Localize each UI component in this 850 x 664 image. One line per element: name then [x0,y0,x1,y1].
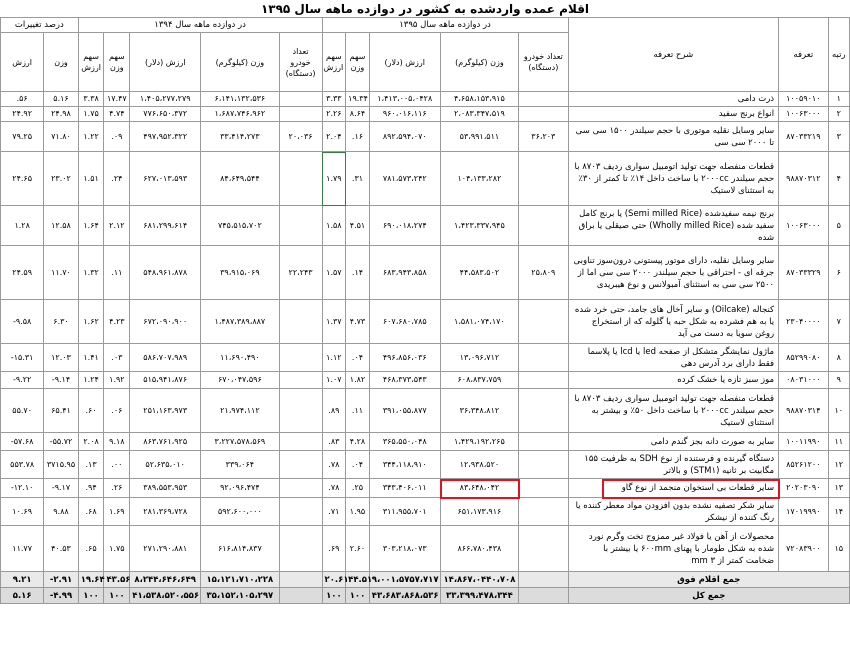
tariff-cell[interactable]: ۱۰۰۶۳۰۰۰ [779,206,828,246]
vehicles-1395-cell[interactable] [519,498,568,526]
vehicles-1394-cell[interactable] [279,152,322,206]
share-value-1394-cell[interactable]: ۱.۲۴ [78,372,104,389]
share-weight-1395-cell[interactable]: .۱۴ [346,246,370,300]
change-weight-cell[interactable]: -۹.۱۴ [44,372,78,389]
change-weight-cell[interactable]: -۹.۱۷ [44,479,78,498]
total-sv95-cell[interactable]: ۱۰۰ [322,588,346,604]
share-weight-1395-cell[interactable]: .۲۵ [346,479,370,498]
table-row [1,206,850,246]
weight-1394-cell[interactable]: ۶،۱۴۱،۱۳۲،۵۳۶ [201,92,279,107]
rank-cell[interactable]: ۸ [828,344,849,372]
total-sw94-cell[interactable]: ۴۳.۵۶ [104,572,130,588]
rank-cell[interactable]: ۴ [828,152,849,206]
header-rank: رتبه [828,18,849,92]
share-weight-1395-cell[interactable]: .۰۴ [346,451,370,479]
share-weight-1395-cell[interactable]: ۴.۵۱ [346,206,370,246]
share-value-1394-cell[interactable]: ۱.۵۱ [78,152,104,206]
change-value-cell[interactable]: -۵۷.۶۸ [1,433,44,451]
weight-1394-cell[interactable]: ۲۱،۹۷۴،۱۱۲ [201,389,279,433]
weight-1395-cell[interactable]: ۳۶،۳۴۸،۸۱۲ [440,389,518,433]
vehicles-1395-cell[interactable]: ۲۵،۸۰۹ [519,246,568,300]
share-value-1395-cell[interactable]: ۱.۰۷ [322,372,346,389]
vehicles-1395-cell[interactable] [519,433,568,451]
share-weight-1395-cell[interactable]: ۴.۷۳ [346,300,370,344]
value-1394-cell[interactable]: ۷۷۶،۶۵۰،۳۷۲ [130,107,201,122]
vehicles-1394-cell[interactable] [279,433,322,451]
share-weight-1395-cell[interactable]: .۳۱ [346,152,370,206]
total-w94-cell[interactable]: ۳۵،۱۵۲،۱۰۵،۲۹۷ [201,588,279,604]
vehicles-1395-cell[interactable] [519,526,568,572]
share-weight-1394-cell[interactable]: .۰۹ [104,122,130,152]
weight-1395-cell[interactable]: ۱،۵۸۱،۰۷۴،۱۷۰ [440,300,518,344]
weight-1394-cell[interactable]: ۹۲،۰۹۶،۴۷۴ [201,479,279,498]
table-row [1,300,850,344]
change-value-cell[interactable]: ۱.۲۸ [1,206,44,246]
total-d94-cell[interactable]: ۴۱،۵۳۸،۵۲۰،۵۵۶ [130,588,201,604]
header-change: درصد تغییرات [1,18,79,33]
description-cell[interactable]: سایر وسایل نقلیه موتوری با حجم سیلندر ۱۵۰۰ سی سی تا ۲۰۰۰ سی سی [568,122,779,152]
table-row [1,92,850,107]
vehicles-1394-cell[interactable] [279,300,322,344]
change-value-cell[interactable]: -۱۵.۳۱ [1,344,44,372]
share-weight-1394-cell[interactable]: .۰۶ [104,389,130,433]
share-weight-1394-cell[interactable]: ۱.۶۹ [104,498,130,526]
table-row [1,122,850,152]
share-value-1394-cell[interactable]: .۹۴ [78,479,104,498]
weight-1395-cell[interactable]: ۶۰۸،۸۳۷،۷۵۹ [440,372,518,389]
rank-cell[interactable]: ۱۵ [828,526,849,572]
table-row [1,433,850,451]
total-row [1,588,850,604]
total-w94-cell[interactable]: ۱۵،۱۲۱،۷۱۰،۲۲۸ [201,572,279,588]
change-value-cell[interactable]: ۲۴.۵۹ [1,246,44,300]
tariff-cell[interactable]: ۹۸۸۷۰۳۱۴ [779,389,828,433]
total-sv94-cell[interactable]: ۱۰۰ [78,588,104,604]
share-weight-1394-cell[interactable]: ۴.۷۴ [104,107,130,122]
total-cw-cell[interactable]: -۲.۹۱ [44,572,78,588]
tariff-cell[interactable]: ۱۷۰۱۹۹۹۰ [779,498,828,526]
value-1395-cell[interactable]: ۶۰۷،۶۸۰،۷۸۵ [369,300,440,344]
change-value-cell[interactable]: ۱۰.۶۹ [1,498,44,526]
header-share-weight-1394: سهم وزن [104,33,130,92]
share-value-1395-cell[interactable]: ۱.۵۷ [322,246,346,300]
description-cell[interactable]: برنج نیمه سفید‌شده (Semi milled Rice) یا برنج کامل سفید شده (Wholly milled Rice) حتی صیقلی یا براق شده [568,206,779,246]
table-row [1,389,850,433]
total-sv94-cell[interactable]: ۱۹.۶۴ [78,572,104,588]
share-weight-1395-cell[interactable]: .۱۶ [346,122,370,152]
vehicles-1395-cell[interactable] [519,92,568,107]
value-1394-cell[interactable]: ۶۷۲،۰۹۰،۹۰۰ [130,300,201,344]
change-value-cell[interactable]: -۹.۵۸ [1,300,44,344]
header-weight-1395: وزن (کیلوگرم) [440,33,518,92]
description-cell[interactable]: قطعات منفصله جهت تولید اتومبیل سواری ردیف ۸۷۰۳ با حجم سیلندر ۲۰۰۰cc با ساخت داخل ۵۰٪ و بیشتر به استثنای لاستیک [568,389,779,433]
header-share-value-1395: سهم ارزش [322,33,346,92]
header-description: شرح تعرفه [568,18,779,92]
header-change-value: ارزش [1,33,44,92]
value-1394-cell[interactable]: ۳۸۹،۵۵۳،۹۵۳ [130,479,201,498]
value-1395-cell[interactable]: ۷۸۱،۵۷۳،۲۴۲ [369,152,440,206]
share-weight-1394-cell[interactable]: .۱۱ [104,246,130,300]
rank-cell[interactable]: ۱۳ [828,479,849,498]
total-sw95-cell[interactable]: ۱۰۰ [346,588,370,604]
total-d95-cell[interactable]: ۴۳،۶۸۳،۸۶۸،۵۳۶ [369,588,440,604]
share-weight-1394-cell[interactable]: .۲۴ [104,152,130,206]
share-weight-1394-cell[interactable]: .۰۳ [104,344,130,372]
header-period-1394: در دوازده ماهه سال ۱۳۹۴ [78,18,322,33]
weight-1394-cell[interactable]: ۶۱۶،۸۱۴،۸۳۷ [201,526,279,572]
vehicles-1394-cell[interactable]: ۲۲،۲۴۳ [279,246,322,300]
share-weight-1394-cell[interactable]: .۲۶ [104,479,130,498]
share-weight-1395-cell[interactable]: ۱.۸۲ [346,372,370,389]
share-value-1394-cell[interactable]: .۶۰ [78,389,104,433]
description-cell[interactable]: سایر شکر تصفیه نشده بدون افزودن مواد معطر کننده یا رنگ کننده از نیشکر [568,498,779,526]
weight-1395-cell[interactable]: ۱۰۴،۱۳۳،۲۸۲ [440,152,518,206]
value-1395-cell[interactable]: ۶۹۰،۰۱۸،۲۷۴ [369,206,440,246]
weight-1394-cell[interactable]: ۶۷۰،۰۴۷،۵۹۶ [201,372,279,389]
vehicles-1394-cell[interactable] [279,206,322,246]
rank-cell[interactable]: ۱۱ [828,433,849,451]
value-1394-cell[interactable]: ۲۸۱،۳۶۹،۷۲۸ [130,498,201,526]
header-value-1395: ارزش (دلار) [369,33,440,92]
tariff-cell[interactable]: ۹۸۸۷۰۳۱۲ [779,152,828,206]
weight-1394-cell[interactable]: ۸۴،۶۴۹،۵۴۴ [201,152,279,206]
tariff-cell[interactable]: ۱۰۰۶۳۰۰۰ [779,107,828,122]
share-value-1395-cell[interactable]: .۶۹ [322,526,346,572]
value-1395-cell[interactable]: ۹۶۰،۰۱۶،۱۱۶ [369,107,440,122]
change-weight-cell[interactable]: ۶.۳۰ [44,300,78,344]
table-row [1,344,850,372]
tariff-cell[interactable]: ۱۰۰۱۱۹۹۰ [779,433,828,451]
share-value-1395-cell[interactable]: ۲.۲۶ [322,107,346,122]
tariff-cell[interactable]: ۰۸۰۳۱۰۰۰ [779,372,828,389]
description-cell[interactable]: کنجاله (Oilcake) و سایر آخال های جامد، حتی خرد شده یا به هم فشرده به شکل حبه یا گلوله که از استخراج روغن سویا به دست می آید [568,300,779,344]
change-weight-cell[interactable]: ۹.۸۸ [44,498,78,526]
change-weight-cell[interactable]: ۵.۱۶ [44,92,78,107]
share-value-1394-cell[interactable]: ۱.۶۴ [78,206,104,246]
change-value-cell[interactable]: -۱۲.۱۰ [1,479,44,498]
total-vehicles-1395-cell [519,572,568,588]
weight-1394-cell[interactable]: ۷۴۵،۵۱۵،۷۰۲ [201,206,279,246]
header-vehicles-1395: تعداد خودرو (دستگاه) [519,33,568,92]
description-cell[interactable]: محصولات از آهن یا فولاد غیر ممزوج تخت وگرم نورد شده به شکل طومار با پهنای ۶۰۰mm یا بیشتر با ضخامت کمتر از ۳ mm [568,526,779,572]
rank-cell[interactable]: ۳ [828,122,849,152]
description-cell[interactable]: سایر به صورت دانه بجز گندم دامی [568,433,779,451]
share-value-1395-cell[interactable]: ۱.۷۹ [322,152,346,206]
share-value-1394-cell[interactable]: ۳.۳۸ [78,92,104,107]
value-1395-cell[interactable]: ۳۴۴،۱۱۸،۹۱۰ [369,451,440,479]
vehicles-1394-cell[interactable] [279,372,322,389]
value-1394-cell[interactable]: ۱،۴۰۵،۲۷۷،۲۷۹ [130,92,201,107]
share-weight-1394-cell[interactable]: ۴.۲۳ [104,300,130,344]
share-value-1394-cell[interactable]: .۱۳ [78,451,104,479]
weight-1395-cell[interactable]: ۱،۴۲۹،۱۹۲،۲۶۵ [440,433,518,451]
share-weight-1394-cell[interactable]: ۱۷.۴۷ [104,92,130,107]
tariff-cell[interactable]: ۷۲۰۸۳۹۰۰ [779,526,828,572]
value-1395-cell[interactable]: ۴۶۸،۳۷۳،۵۴۳ [369,372,440,389]
share-value-1395-cell[interactable]: .۸۹ [322,389,346,433]
value-1395-cell[interactable]: ۳۹۱،۰۵۵،۸۷۷ [369,389,440,433]
value-1394-cell[interactable]: ۵۴۸،۹۶۱،۸۷۸ [130,246,201,300]
rank-cell[interactable]: ۱۰ [828,389,849,433]
share-weight-1395-cell[interactable]: .۰۴ [346,344,370,372]
value-1395-cell[interactable]: ۳۶۵،۵۵۰،۰۴۸ [369,433,440,451]
vehicles-1395-cell[interactable] [519,206,568,246]
change-value-cell[interactable]: ۲۴.۹۲ [1,107,44,122]
tariff-cell[interactable]: ۸۵۲۹۹۰۸۰ [779,344,828,372]
total-vehicles-1394-cell [279,588,322,604]
vehicles-1394-cell[interactable] [279,526,322,572]
vehicles-1395-cell[interactable] [519,479,568,498]
header-share-value-1394: سهم ارزش [78,33,104,92]
weight-1395-cell[interactable]: ۴،۶۵۸،۱۵۳،۹۱۵ [440,92,518,107]
share-value-1394-cell[interactable]: ۱.۳۲ [78,246,104,300]
share-weight-1395-cell[interactable]: ۸.۶۴ [346,107,370,122]
table-row [1,526,850,572]
value-1395-cell[interactable]: ۱،۴۱۳،۰۰۵،۰۴۲۸ [369,92,440,107]
change-value-cell[interactable]: .۵۶ [1,92,44,107]
change-weight-cell[interactable]: ۳۷۱۵.۹۵ [44,451,78,479]
table-row [1,498,850,526]
vehicles-1395-cell[interactable] [519,372,568,389]
vehicles-1394-cell[interactable] [279,92,322,107]
table-row [1,479,850,498]
rank-cell[interactable]: ۵ [828,206,849,246]
share-weight-1394-cell[interactable]: .۰۰ [104,451,130,479]
share-value-1395-cell[interactable]: ۱.۳۷ [322,300,346,344]
tariff-cell[interactable]: ۸۷۰۳۳۲۱۹ [779,122,828,152]
description-cell[interactable]: دستگاه گیرنده و فرستنده از نوع SDH به ظرفیت ۱۵۵ مگابیت بر ثانیه (STM۱) و بالاتر [568,451,779,479]
weight-1394-cell[interactable]: ۱،۶۸۷،۷۴۶،۹۶۲ [201,107,279,122]
vehicles-1394-cell[interactable] [279,344,322,372]
vehicles-1395-cell[interactable] [519,107,568,122]
total-vehicles-1395-cell [519,588,568,604]
change-weight-cell[interactable]: ۲۴.۹۸ [44,107,78,122]
share-weight-1395-cell[interactable]: ۴.۲۸ [346,433,370,451]
value-1395-cell[interactable]: ۶۸۳،۹۴۳،۸۵۸ [369,246,440,300]
rank-cell[interactable]: ۷ [828,300,849,344]
weight-1394-cell[interactable]: ۳۳۹،۰۶۴ [201,451,279,479]
share-value-1395-cell[interactable]: .۷۸ [322,451,346,479]
share-value-1395-cell[interactable]: ۳.۳۳ [322,92,346,107]
change-weight-cell[interactable]: ۶۵.۴۱ [44,389,78,433]
total-d94-cell[interactable]: ۸،۲۴۴،۶۴۶،۶۴۹ [130,572,201,588]
total-sw94-cell[interactable]: ۱۰۰ [104,588,130,604]
header-vehicles-1394: تعداد خودرو (دستگاه) [279,33,322,92]
weight-1395-cell[interactable]: ۸۶۶،۷۸۰،۴۳۸ [440,526,518,572]
weight-1395-cell[interactable]: ۱۳،۰۹۶،۷۱۲ [440,344,518,372]
change-weight-cell[interactable]: ۱۲.۰۳ [44,344,78,372]
total-label: جمع کل [568,588,849,604]
weight-1395-cell[interactable]: ۸۳،۶۴۸،۰۴۲ [440,479,518,498]
table-row [1,372,850,389]
header-value-1394: ارزش (دلار) [130,33,201,92]
value-1394-cell[interactable]: ۵۸۶،۷۰۷،۹۸۹ [130,344,201,372]
share-weight-1394-cell[interactable]: ۱.۷۵ [104,526,130,572]
total-cv-cell[interactable]: ۵.۱۶ [1,588,44,604]
change-weight-cell[interactable]: -۵۵.۷۲ [44,433,78,451]
rank-cell[interactable]: ۹ [828,372,849,389]
change-value-cell[interactable]: ۷۹.۲۵ [1,122,44,152]
share-value-1394-cell[interactable]: ۱.۲۲ [78,122,104,152]
weight-1394-cell[interactable]: ۳۳،۴۱۴،۲۷۳ [201,122,279,152]
value-1395-cell[interactable]: ۳۴۳،۴۰۶،۰۱۱ [369,479,440,498]
change-value-cell[interactable]: ۵۵.۷۰ [1,389,44,433]
change-weight-cell[interactable]: ۲۳.۰۲ [44,152,78,206]
total-cw-cell[interactable]: -۴.۹۹ [44,588,78,604]
share-value-1394-cell[interactable]: .۶۵ [78,526,104,572]
vehicles-1394-cell[interactable] [279,479,322,498]
header-weight-1394: وزن (کیلوگرم) [201,33,279,92]
value-1394-cell[interactable]: ۵۲،۶۳۵،۰۱۰ [130,451,201,479]
change-value-cell[interactable]: ۵۵۳.۷۸ [1,451,44,479]
rank-cell[interactable]: ۱۲ [828,451,849,479]
weight-1395-cell[interactable]: ۱،۴۲۳،۳۳۷،۹۴۵ [440,206,518,246]
total-w95-cell[interactable]: ۱۴،۸۶۷،۰۴۴۰،۷۰۸ [440,572,518,588]
weight-1394-cell[interactable]: ۱،۴۸۷،۳۸۹،۸۸۷ [201,300,279,344]
share-value-1394-cell[interactable]: ۱.۶۲ [78,300,104,344]
description-cell[interactable]: قطعات منفصله جهت تولید اتومبیل سواری ردیف ۸۷۰۳ با حجم سیلندر ۲۰۰۰cc با ساخت داخل ۱۴٪ تا کمتر از ۳۰٪ به استثنای لاستیک [568,152,779,206]
weight-1394-cell[interactable]: ۳۹،۹۱۵،۰۶۹ [201,246,279,300]
value-1394-cell[interactable]: ۵۱۵،۹۴۱،۸۷۶ [130,372,201,389]
table-row [1,451,850,479]
vehicles-1395-cell[interactable] [519,451,568,479]
rank-cell[interactable]: ۶ [828,246,849,300]
description-cell[interactable]: ماژول نمایشگر متشکل از صفحه led یا lcd یا پلاسما فقط دارای برد آدرس دهی [568,344,779,372]
total-label: جمع اقلام فوق [568,572,849,588]
change-weight-cell[interactable]: ۱۱.۷۰ [44,246,78,300]
description-cell[interactable]: موز سبز تازه یا خشک کرده [568,372,779,389]
share-weight-1395-cell[interactable]: ۲.۶۰ [346,526,370,572]
header-change-weight: وزن [44,33,78,92]
vehicles-1394-cell[interactable] [279,107,322,122]
tariff-cell[interactable]: ۲۳۰۴۰۰۰۰ [779,300,828,344]
vehicles-1394-cell[interactable]: ۲۰،۰۳۶ [279,122,322,152]
vehicles-1395-cell[interactable] [519,344,568,372]
header-share-weight-1395: سهم وزن [346,33,370,92]
tariff-cell[interactable]: ۱۰۰۵۹۰۱۰ [779,92,828,107]
share-value-1394-cell[interactable]: .۶۸ [78,498,104,526]
share-value-1394-cell[interactable]: ۲.۰۸ [78,433,104,451]
share-value-1394-cell[interactable]: ۱.۴۱ [78,344,104,372]
total-w95-cell[interactable]: ۳۳،۳۹۹،۴۷۸،۳۴۴ [440,588,518,604]
value-1394-cell[interactable]: ۲۷۱،۲۹۰،۸۸۱ [130,526,201,572]
change-weight-cell[interactable]: ۷۱.۸۰ [44,122,78,152]
vehicles-1395-cell[interactable] [519,300,568,344]
share-weight-1394-cell[interactable]: ۲.۱۲ [104,206,130,246]
header-tariff: تعرفه [779,18,828,92]
share-weight-1395-cell[interactable]: ۱.۹۵ [346,498,370,526]
change-value-cell[interactable]: ۱۱.۷۷ [1,526,44,572]
tariff-cell[interactable]: ۸۵۲۶۱۲۰۰ [779,451,828,479]
total-sv95-cell[interactable]: ۲۰.۶۱ [322,572,346,588]
value-1395-cell[interactable]: ۸۹۲،۵۹۴،۰۷۰ [369,122,440,152]
description-cell[interactable]: سایر وسایل نقلیه، دارای موتور پیستونی درون‌سوز تناوبی جرقه ای - احتراقی با حجم سیلندر ۲۰۰۰ سی سی اما از ۲۵۰۰ سی سی به استثنای آمبولانس و نوع هیبریدی [568,246,779,300]
weight-1395-cell[interactable]: ۴۴،۵۸۳،۵۰۲ [440,246,518,300]
weight-1395-cell[interactable]: ۱۲،۹۳۸،۵۲۰ [440,451,518,479]
description-cell[interactable]: سایر قطعات بی استخوان منجمد از نوع گاو [568,479,779,498]
vehicles-1395-cell[interactable] [519,152,568,206]
total-vehicles-1394-cell [279,572,322,588]
rank-cell[interactable]: ۱۴ [828,498,849,526]
weight-1394-cell[interactable]: ۱۱،۶۹۰،۴۹۰ [201,344,279,372]
change-value-cell[interactable]: ۲۴.۶۵ [1,152,44,206]
share-value-1394-cell[interactable]: ۱.۷۵ [78,107,104,122]
share-weight-1395-cell[interactable]: ۱۹.۳۴ [346,92,370,107]
table-row [1,152,850,206]
share-value-1395-cell[interactable]: .۷۸ [322,479,346,498]
total-d95-cell[interactable]: ۹،۰۰۱،۵۷۵۷،۷۱۷ [369,572,440,588]
tariff-cell[interactable]: ۲۰۲۰۳۰۹۰ [779,479,828,498]
value-1395-cell[interactable]: ۳۰۳،۲۱۸،۰۷۳ [369,526,440,572]
share-value-1395-cell[interactable]: .۷۱ [322,498,346,526]
share-value-1395-cell[interactable]: ۱.۱۲ [322,344,346,372]
change-weight-cell[interactable]: ۱۲.۵۸ [44,206,78,246]
vehicles-1394-cell[interactable] [279,389,322,433]
share-weight-1394-cell[interactable]: ۱.۹۲ [104,372,130,389]
total-row [1,572,850,588]
value-1395-cell[interactable]: ۴۹۶،۸۵۶،۰۳۶ [369,344,440,372]
change-value-cell[interactable]: -۹.۲۲ [1,372,44,389]
value-1394-cell[interactable]: ۶۲۷،۰۱۳،۵۹۳ [130,152,201,206]
value-1394-cell[interactable]: ۸۶۳،۷۶۱،۹۲۵ [130,433,201,451]
vehicles-1394-cell[interactable] [279,498,322,526]
value-1394-cell[interactable]: ۴۹۷،۹۵۲،۳۲۲ [130,122,201,152]
rank-cell[interactable]: ۲ [828,107,849,122]
share-value-1395-cell[interactable]: ۲.۰۴ [322,122,346,152]
value-1395-cell[interactable]: ۳۱۱،۹۵۵،۷۰۱ [369,498,440,526]
value-1394-cell[interactable]: ۶۸۱،۲۹۹،۶۱۴ [130,206,201,246]
header-period-1395: در دوازده ماهه سال ۱۳۹۵ [322,18,568,33]
change-weight-cell[interactable]: ۴۰.۵۳ [44,526,78,572]
weight-1395-cell[interactable]: ۲،۰۸۳،۳۴۷،۵۱۹ [440,107,518,122]
total-sw95-cell[interactable]: ۴۴.۵۱ [346,572,370,588]
weight-1395-cell[interactable]: ۵۳،۹۹۱،۵۱۱ [440,122,518,152]
page-title: اقلام عمده وارد‌شده به کشور در دوازده ماهه سال ۱۳۹۵ [1,0,850,18]
weight-1394-cell[interactable]: ۵۹۲،۶۰۰،۰۰۰ [201,498,279,526]
share-weight-1394-cell[interactable]: ۹.۱۸ [104,433,130,451]
description-cell[interactable]: ذرت دامی [568,92,779,107]
table-row [1,107,850,122]
weight-1395-cell[interactable]: ۶۵۱،۱۷۳،۹۱۶ [440,498,518,526]
vehicles-1395-cell[interactable] [519,389,568,433]
share-value-1395-cell[interactable]: .۸۳ [322,433,346,451]
share-value-1395-cell[interactable]: ۱.۵۸ [322,206,346,246]
weight-1394-cell[interactable]: ۳،۲۲۷،۵۷۸،۵۶۹ [201,433,279,451]
vehicles-1395-cell[interactable]: ۳۶،۲۰۳ [519,122,568,152]
rank-cell[interactable]: ۱ [828,92,849,107]
share-weight-1395-cell[interactable]: .۱۱ [346,389,370,433]
value-1394-cell[interactable]: ۲۵۱،۱۶۳،۹۷۳ [130,389,201,433]
total-cv-cell[interactable]: ۹.۲۱ [1,572,44,588]
table-row [1,246,850,300]
tariff-cell[interactable]: ۸۷۰۳۳۳۲۹ [779,246,828,300]
description-cell[interactable]: انواع برنج سفید [568,107,779,122]
vehicles-1394-cell[interactable] [279,451,322,479]
